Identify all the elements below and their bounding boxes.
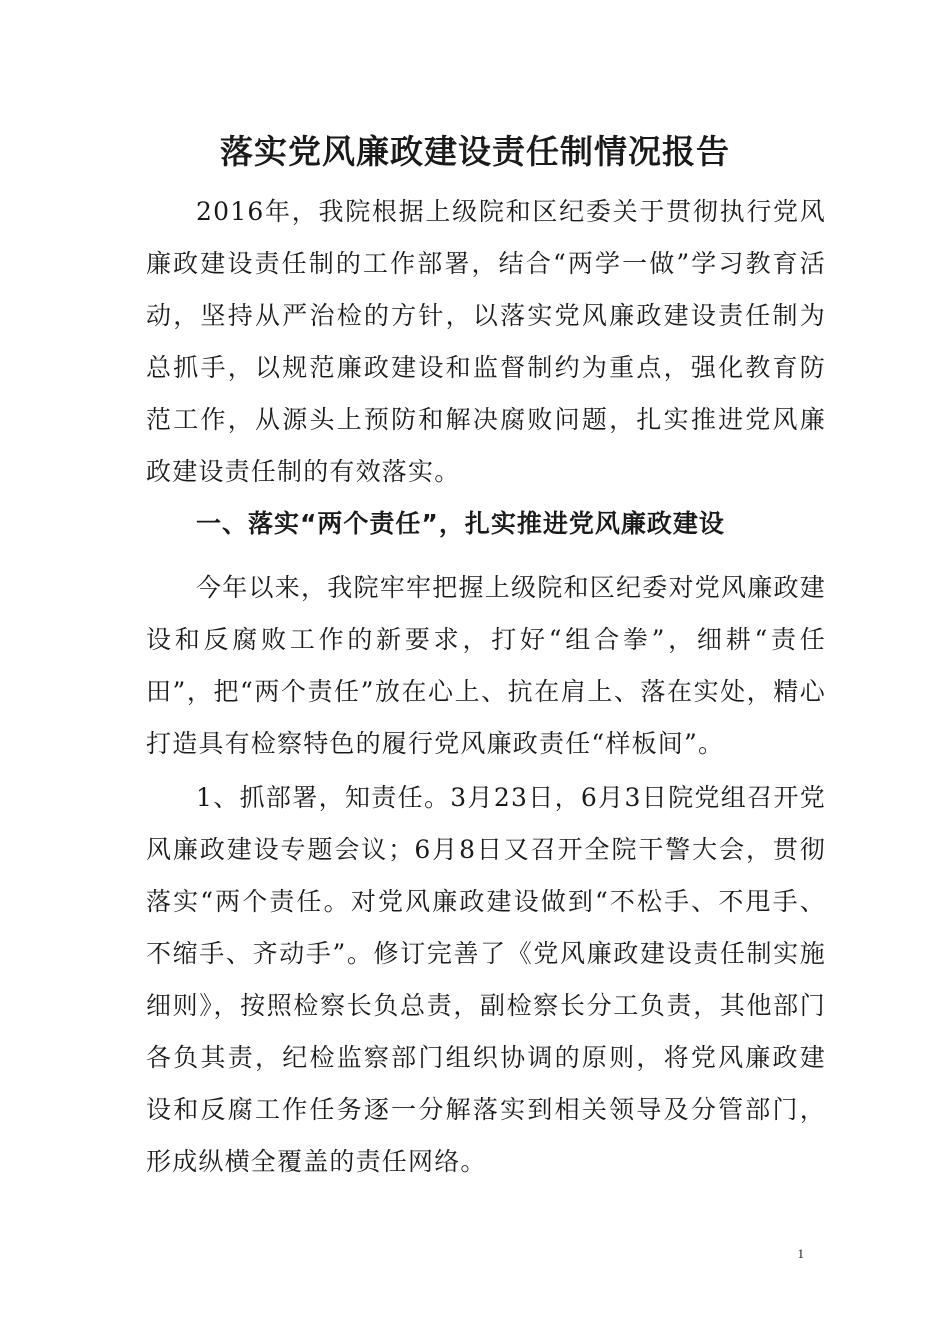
document-title: 落实党风廉政建设责任制情况报告 [220, 132, 730, 171]
intro-paragraph: 2016年，我院根据上级院和区纪委关于贯彻执行党风廉政建设责任制的工作部署，结合“两学一做”学习教育活动，坚持从严治检的方针，以落实党风廉政建设责任制为总抓手，以规范廉政建设和监督制约为重点，强化教育防范工作，从源头上预防和解决腐败问题，扎实推进党风廉政建设责任制的有效落实。 [146, 197, 826, 486]
section-heading: 一、落实“两个责任”，扎实推进党风廉政建设 [196, 509, 725, 538]
section-paragraph: 今年以来，我院牢牢把握上级院和区纪委对党风廉政建设和反腐败工作的新要求，打好“组合拳”，细耕“责任田”，把“两个责任”放在心上、抗在肩上、落在实处，精心打造具有检察特色的履行党风廉政责任“样板间”。 [146, 573, 826, 758]
page-number: 1 [797, 1246, 804, 1261]
item-paragraph: 1、抓部署，知责任。3月23日，6月3日院党组召开党风廉政建设专题会议；6月8日又召开全院干警大会，贯彻落实“两个责任。对党风廉政建设做到“不松手、不甩手、不缩手、齐动手”。修订完善了《党风廉政建设责任制实施细则》，按照检察长负总责，副检察长分工负责，其他部门各负其责，纪检监察部门组织协调的原则，将党风廉政建设和反腐工作任务逐一分解落实到相关领导及分管部门，形成纵横全覆盖的责任网络。 [146, 783, 826, 1176]
